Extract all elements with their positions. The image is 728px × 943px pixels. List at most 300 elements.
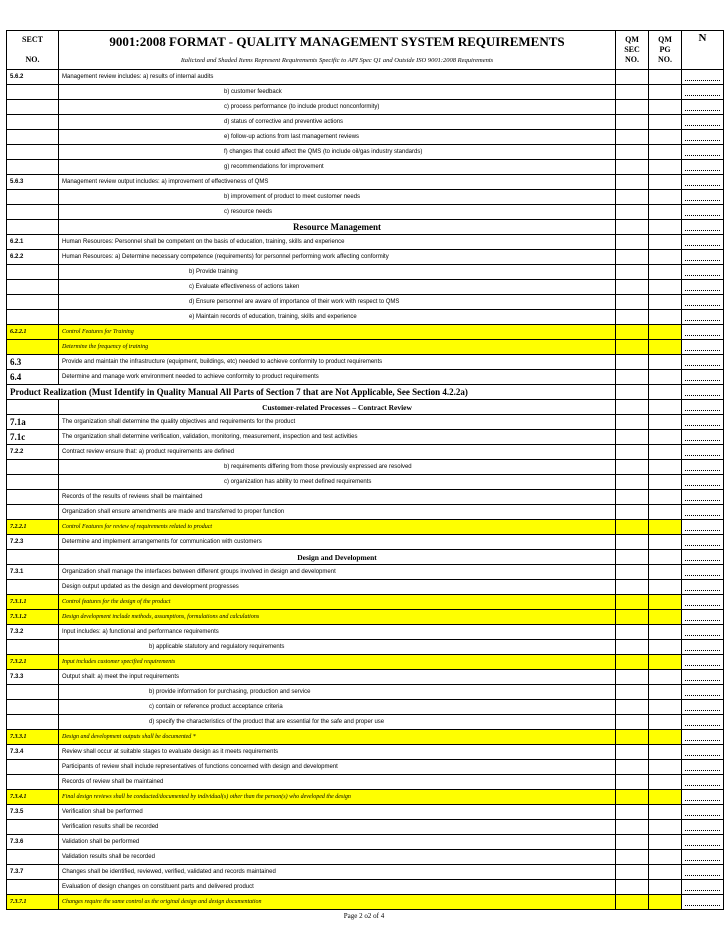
qm-pg-cell[interactable] [649,415,682,430]
qm-sec-cell[interactable] [616,355,649,370]
n-cell-line [685,268,720,276]
n-cell[interactable] [682,310,724,325]
n-cell[interactable] [682,490,724,505]
n-cell-line [685,718,720,726]
n-cell[interactable] [682,655,724,670]
requirements-table [6,30,724,910]
qm-sec-cell[interactable] [616,235,649,250]
requirement-text: c) contain or reference product acceptance criteria [59,700,616,715]
qm-sec-cell[interactable] [616,160,649,175]
n-cell-line [685,838,720,846]
requirement-text: Determine the frequency of training [59,340,616,355]
qm-sec-cell[interactable] [616,145,649,160]
qm-pg-cell[interactable] [649,370,682,385]
requirement-text: Changes require the same control as the original design and design documentation [59,895,616,910]
n-cell[interactable] [682,220,724,235]
section-number-cell [7,550,59,565]
requirement-text: Review shall occur at suitable stages to evaluate design as it meets requirements [59,745,616,760]
n-cell-line [685,508,720,516]
qm-pg-cell[interactable] [649,520,682,535]
banner-text: Resource Management [59,220,616,235]
n-cell[interactable] [682,775,724,790]
table-row [7,520,724,535]
n-cell-line [685,763,720,771]
qm-pg-cell[interactable] [649,250,682,265]
n-cell[interactable] [682,640,724,655]
n-cell-line [685,598,720,606]
n-cell-line [685,568,720,576]
header-row-1 [7,31,724,52]
table-row [7,445,724,460]
qm-sec-cell[interactable] [616,175,649,190]
n-cell[interactable] [682,895,724,910]
qm-sec-cell[interactable] [616,520,649,535]
n-cell[interactable] [682,820,724,835]
section-number: 7.3.3 [7,670,59,685]
qm-sec-cell[interactable] [616,505,649,520]
qm-pg-cell[interactable] [649,160,682,175]
qm-sec-cell[interactable] [616,865,649,880]
qm-sec-cell[interactable] [616,220,649,235]
n-cell[interactable] [682,190,724,205]
qm-pg-cell[interactable] [649,400,682,415]
qm-pg-cell[interactable] [649,610,682,625]
qm-sec-cell[interactable] [616,715,649,730]
requirement-text: Management review includes: a) results of internal audits [59,70,616,85]
section-number: 7.3.7.1 [7,895,59,910]
section-number [7,700,59,715]
qm-pg-cell[interactable] [649,880,682,895]
n-cell[interactable] [682,670,724,685]
n-cell-line [685,133,720,141]
n-cell[interactable] [682,175,724,190]
n-cell-line [685,478,720,486]
section-number [7,115,59,130]
requirement-text: d) Ensure personnel are aware of importance of their work with respect to QMS [59,295,616,310]
qm-pg-cell[interactable] [649,700,682,715]
section-number [7,160,59,175]
qm-sec-cell[interactable] [616,190,649,205]
n-cell-line [685,313,720,321]
n-cell[interactable] [682,295,724,310]
n-cell[interactable] [682,550,724,565]
n-cell-line [685,658,720,666]
qm-pg-cell[interactable] [649,625,682,640]
n-cell-line [685,643,720,651]
qm-sec-cell[interactable] [616,700,649,715]
qm-pg-cell[interactable] [649,715,682,730]
qm-sec-cell[interactable] [616,70,649,85]
n-cell[interactable] [682,865,724,880]
requirement-text: c) resource needs [59,205,616,220]
section-banner [7,550,724,565]
qm-pg-cell[interactable] [649,730,682,745]
table-row [7,235,724,250]
qm-sec-cell[interactable] [616,820,649,835]
n-cell[interactable] [682,400,724,415]
n-cell-line [685,883,720,891]
n-cell[interactable] [682,130,724,145]
n-cell[interactable] [682,835,724,850]
qm-pg-cell[interactable] [649,115,682,130]
requirement-text: b) requirements differing from those previously expressed are resolved [59,460,616,475]
qm-sec-cell[interactable] [616,670,649,685]
requirement-text: Changes shall be identified, reviewed, verified, validated and records maintained [59,865,616,880]
qm-pg-cell[interactable] [649,205,682,220]
qm-sec-cell[interactable] [616,880,649,895]
requirement-text: Validation shall be performed [59,835,616,850]
requirement-text: Design output updated as the design and development progresses [59,580,616,595]
n-cell[interactable] [682,535,724,550]
page-title: 9001:2008 FORMAT - QUALITY MANAGEMENT SYSTEM REQUIREMENTS [59,31,616,52]
n-cell[interactable] [682,685,724,700]
qm-sec-cell[interactable] [616,115,649,130]
qm-sec-cell[interactable] [616,550,649,565]
n-cell[interactable] [682,250,724,265]
n-cell[interactable] [682,745,724,760]
section-number [7,685,59,700]
qm-sec-cell[interactable] [616,775,649,790]
n-cell[interactable] [682,415,724,430]
n-cell[interactable] [682,430,724,445]
section-banner [7,220,724,235]
table-row [7,490,724,505]
qm-pg-cell[interactable] [649,460,682,475]
n-cell-line [685,688,720,696]
qm-sec-cell[interactable] [616,130,649,145]
table-row [7,130,724,145]
n-cell[interactable] [682,205,724,220]
qm-sec-cell[interactable] [616,745,649,760]
qm-pg-cell[interactable] [649,325,682,340]
qm-sec-cell[interactable] [616,205,649,220]
qm-sec-cell[interactable] [616,340,649,355]
qm-sec-cell[interactable] [616,265,649,280]
qm-sec-cell[interactable] [616,580,649,595]
qm-pg-cell[interactable] [649,835,682,850]
section-number [7,490,59,505]
qm-pg-cell[interactable] [649,490,682,505]
page-subtitle: Italicized and Shaded Items Represent Requirements Specific to API Spec Q1 and Outside ISO 9001:2008 Requirements [59,51,616,70]
n-cell-line [685,433,720,441]
requirement-text: Evaluation of design changes on constituent parts and delivered product [59,880,616,895]
n-cell-line [685,748,720,756]
qm-pg-cell[interactable] [649,670,682,685]
qm-pg-cell[interactable] [649,595,682,610]
qm-pg-cell[interactable] [649,895,682,910]
requirement-text: Verification shall be performed [59,805,616,820]
n-cell[interactable] [682,460,724,475]
qm-pg-cell[interactable] [649,295,682,310]
section-number: 7.3.1.2 [7,610,59,625]
section-number: 6.2.2.1 [7,325,59,340]
n-cell-line [685,403,720,411]
section-number [7,820,59,835]
qm-pg-cell[interactable] [649,805,682,820]
qm-pg-cell[interactable] [649,745,682,760]
requirement-text: b) provide information for purchasing, production and service [59,685,616,700]
qm-pg-cell[interactable] [649,535,682,550]
n-cell[interactable] [682,70,724,85]
section-number [7,310,59,325]
qm-sec-cell[interactable] [616,565,649,580]
requirement-text: Input includes customer specified requirements [59,655,616,670]
n-cell[interactable] [682,145,724,160]
requirement-text: c) process performance (to include product nonconformity) [59,100,616,115]
qm-pg-cell[interactable] [649,340,682,355]
n-cell[interactable] [682,445,724,460]
qm-sec-cell[interactable] [616,370,649,385]
n-cell-line [685,703,720,711]
requirement-text: Control features for the design of the product [59,595,616,610]
qm-sec-cell[interactable] [616,685,649,700]
table-row [7,175,724,190]
banner-text: Design and Development [59,550,616,565]
qm-pg-cell[interactable] [649,850,682,865]
qm-pg-cell[interactable] [649,760,682,775]
n-cell-line [685,73,720,81]
requirement-text: c) Evaluate effectiveness of actions taken [59,280,616,295]
n-cell[interactable] [682,880,724,895]
qm-pg-cell[interactable] [649,280,682,295]
table-row [7,70,724,85]
qm-pg-cell[interactable] [649,580,682,595]
qm-pg-cell[interactable] [649,130,682,145]
qm-sec-cell[interactable] [616,85,649,100]
n-cell[interactable] [682,850,724,865]
n-cell[interactable] [682,625,724,640]
n-cell[interactable] [682,505,724,520]
n-cell-line [685,238,720,246]
table-row [7,895,724,910]
section-number [7,850,59,865]
n-cell[interactable] [682,790,724,805]
qm-pg-cell[interactable] [649,655,682,670]
table-row [7,610,724,625]
n-cell[interactable] [682,760,724,775]
table-row [7,100,724,115]
qm-sec-cell[interactable] [616,100,649,115]
qm-sec-cell[interactable] [616,805,649,820]
n-cell-line [685,148,720,156]
n-cell-line [685,163,720,171]
n-cell-line [685,343,720,351]
table-row [7,250,724,265]
table-row [7,850,724,865]
table-row [7,190,724,205]
section-number [7,145,59,160]
table-row [7,880,724,895]
section-number [7,130,59,145]
table-row [7,340,724,355]
n-cell[interactable] [682,595,724,610]
section-number [7,190,59,205]
table-row [7,775,724,790]
qm-sec-cell[interactable] [616,460,649,475]
section-number [7,340,59,355]
table-row [7,715,724,730]
qm-pg-cell[interactable] [649,865,682,880]
qm-sec-cell[interactable] [616,730,649,745]
qm-sec-no-header [616,31,649,70]
qm-sec-cell[interactable] [616,895,649,910]
qm-sec-cell[interactable] [616,595,649,610]
qm-sec-cell[interactable] [616,430,649,445]
qm-sec-cell[interactable] [616,835,649,850]
n-cell[interactable] [682,265,724,280]
qm-sec-cell[interactable] [616,655,649,670]
qm-sec-cell[interactable] [616,490,649,505]
n-cell[interactable] [682,715,724,730]
qm-sec-cell[interactable] [616,415,649,430]
n-cell[interactable] [682,475,724,490]
n-cell-line [685,373,720,381]
qm-sec-label-1: QM [625,35,639,44]
n-cell-line [685,898,720,906]
qm-sec-label-3: NO. [625,55,639,64]
qm-pg-cell[interactable] [649,100,682,115]
qm-sec-cell[interactable] [616,250,649,265]
qm-sec-cell[interactable] [616,475,649,490]
table-row [7,505,724,520]
table-row [7,745,724,760]
n-cell[interactable] [682,730,724,745]
qm-sec-cell[interactable] [616,280,649,295]
requirement-text: Human Resources: Personnel shall be competent on the basis of education, training, skills and experience [59,235,616,250]
requirement-text: b) Provide training [59,265,616,280]
qm-sec-cell[interactable] [616,295,649,310]
qm-pg-cell[interactable] [649,70,682,85]
n-cell[interactable] [682,85,724,100]
qm-pg-cell[interactable] [649,430,682,445]
n-cell[interactable] [682,325,724,340]
n-cell[interactable] [682,610,724,625]
table-row [7,580,724,595]
qm-pg-cell[interactable] [649,775,682,790]
qm-pg-cell[interactable] [649,145,682,160]
requirement-text: Verification results shall be recorded [59,820,616,835]
n-cell-line [685,538,720,546]
qm-sec-cell[interactable] [616,610,649,625]
requirement-text: b) customer feedback [59,85,616,100]
n-cell-line [685,328,720,336]
qm-pg-cell[interactable] [649,565,682,580]
qm-pg-cell[interactable] [649,505,682,520]
qm-sec-cell[interactable] [616,445,649,460]
banner-text: Customer-related Processes – Contract Review [59,400,616,415]
n-cell-line [685,208,720,216]
qm-pg-cell[interactable] [649,220,682,235]
section-banner [7,400,724,415]
section-number [7,280,59,295]
qm-sec-label-2: SEC [624,45,640,54]
section-number: 7.3.5 [7,805,59,820]
table-row [7,295,724,310]
n-cell[interactable] [682,280,724,295]
qm-pg-cell[interactable] [649,355,682,370]
n-cell-line [685,103,720,111]
requirement-text: Management review output includes: a) improvement of effectiveness of QMS [59,175,616,190]
requirement-text: Final design reviews shall be conducted/documented by individual(s) other than the person(s) who developed the design [59,790,616,805]
n-cell[interactable] [682,370,724,385]
table-row [7,700,724,715]
n-cell[interactable] [682,355,724,370]
section-number: 7.3.1 [7,565,59,580]
qm-sec-cell[interactable] [616,385,649,400]
requirement-text: Organization shall ensure amendments are made and transferred to proper function [59,505,616,520]
qm-pg-label-1: QM [658,35,672,44]
n-cell[interactable] [682,385,724,400]
qm-sec-cell[interactable] [616,325,649,340]
qm-sec-cell[interactable] [616,310,649,325]
n-cell[interactable] [682,235,724,250]
n-cell[interactable] [682,565,724,580]
qm-pg-cell[interactable] [649,550,682,565]
n-cell-line [685,673,720,681]
section-number [7,85,59,100]
requirement-text: Participants of review shall include representatives of functions concerned with design and development [59,760,616,775]
n-cell[interactable] [682,115,724,130]
qm-pg-cell[interactable] [649,820,682,835]
qm-pg-cell[interactable] [649,385,682,400]
n-cell[interactable] [682,340,724,355]
qm-sec-cell[interactable] [616,535,649,550]
qm-pg-cell[interactable] [649,475,682,490]
qm-sec-cell[interactable] [616,400,649,415]
table-row [7,115,724,130]
n-cell-line [685,448,720,456]
qm-pg-cell[interactable] [649,685,682,700]
n-cell[interactable] [682,160,724,175]
n-cell-line [685,583,720,591]
n-cell-line [685,283,720,291]
qm-pg-cell[interactable] [649,85,682,100]
qm-pg-cell[interactable] [649,175,682,190]
qm-sec-cell[interactable] [616,625,649,640]
qm-sec-cell[interactable] [616,850,649,865]
qm-pg-cell[interactable] [649,640,682,655]
requirement-text: d) specify the characteristics of the product that are essential for the safe and proper use [59,715,616,730]
n-cell[interactable] [682,520,724,535]
section-number [7,580,59,595]
n-cell[interactable] [682,805,724,820]
qm-sec-cell[interactable] [616,760,649,775]
qm-pg-cell[interactable] [649,235,682,250]
qm-pg-cell[interactable] [649,310,682,325]
n-cell[interactable] [682,580,724,595]
qm-sec-cell[interactable] [616,790,649,805]
n-cell-line [685,553,720,561]
section-number: 7.2.2.1 [7,520,59,535]
n-cell[interactable] [682,700,724,715]
section-number: 7.3.4.1 [7,790,59,805]
section-number: 7.3.1.1 [7,595,59,610]
section-number [7,760,59,775]
qm-pg-cell[interactable] [649,445,682,460]
n-cell-line [685,853,720,861]
n-cell-line [685,418,720,426]
n-cell[interactable] [682,100,724,115]
requirement-text: c) organization has ability to meet defined requirements [59,475,616,490]
qm-pg-cell[interactable] [649,190,682,205]
n-cell-line [685,628,720,636]
qm-pg-cell[interactable] [649,265,682,280]
table-row [7,355,724,370]
sect-no-header [7,31,59,70]
qm-pg-cell[interactable] [649,790,682,805]
qm-sec-cell[interactable] [616,640,649,655]
section-number: 7.3.2 [7,625,59,640]
